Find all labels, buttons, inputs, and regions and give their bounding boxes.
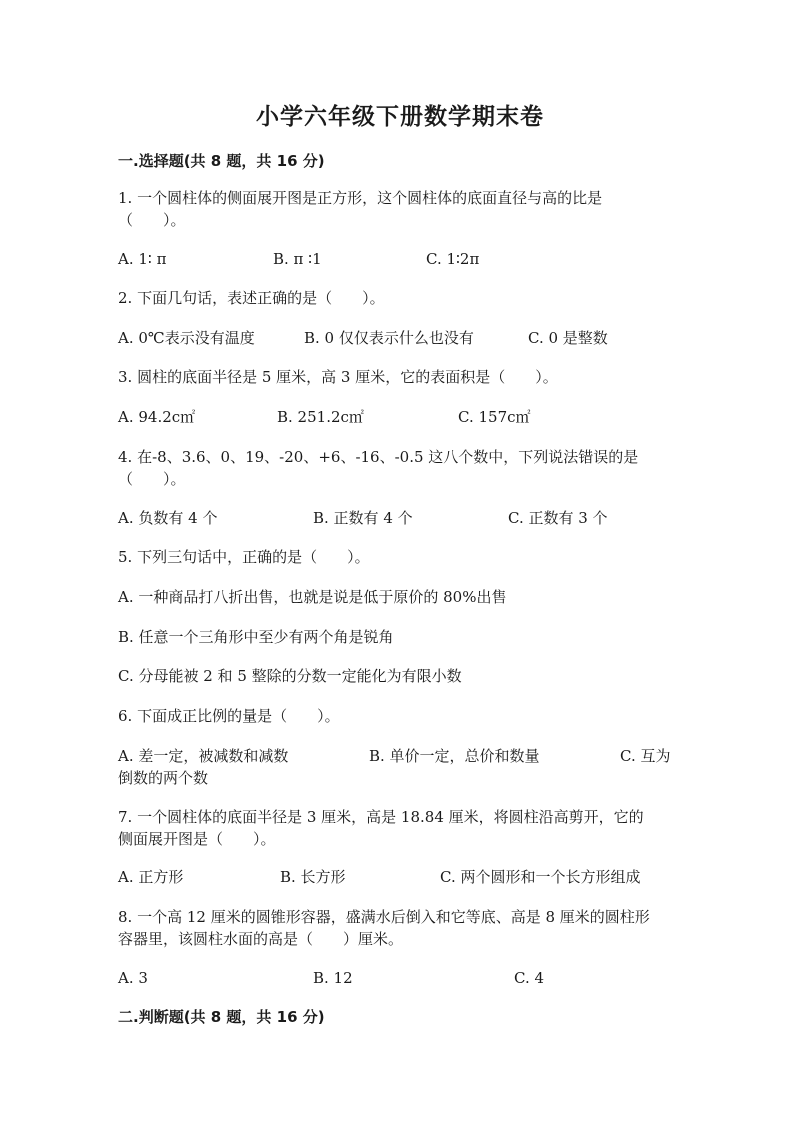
option-a: A. 1∶ π bbox=[118, 250, 167, 268]
question-4 bbox=[118, 446, 678, 490]
question-2 bbox=[118, 287, 678, 309]
option-b: B. 正数有 4 个 bbox=[313, 509, 413, 527]
option-a: A. 94.2c㎡ bbox=[118, 408, 196, 426]
option-b: B. 长方形 bbox=[280, 868, 346, 886]
question-8 bbox=[118, 906, 678, 950]
question-stem-cont: 侧面展开图是（ ）。 bbox=[118, 830, 276, 848]
option-b: B. π ∶1 bbox=[273, 250, 322, 268]
question-3 bbox=[118, 366, 678, 388]
option-c: C. 两个圆形和一个长方形组成 bbox=[440, 868, 641, 886]
option-b: B. 单价一定，总价和数量 bbox=[369, 747, 540, 765]
question-stem: 4. 在-8、3.6、0、19、-20、+6、-16、-0.5 这八个数中，下列说法错误的是 bbox=[118, 448, 639, 466]
option-c: C. 正数有 3 个 bbox=[508, 509, 608, 527]
section-heading-choice: 一.选择题(共 8 题，共 16 分) bbox=[118, 152, 325, 170]
question-stem-cont: （ ）。 bbox=[118, 470, 186, 488]
option-b: B. 0 仅仅表示什么也没有 bbox=[304, 329, 474, 347]
question-stem: 5. 下列三句话中，正确的是（ ）。 bbox=[118, 548, 370, 566]
option-c: C. 分母能被 2 和 5 整除的分数一定能化为有限小数 bbox=[118, 667, 462, 685]
option-c: C. 1∶2π bbox=[426, 250, 480, 268]
question-6 bbox=[118, 705, 678, 727]
option-b: B. 任意一个三角形中至少有两个角是锐角 bbox=[118, 628, 394, 646]
option-c: C. 互为 bbox=[620, 747, 671, 765]
question-stem: 7. 一个圆柱体的底面半径是 3 厘米，高是 18.84 厘米，将圆柱沿高剪开，它的 bbox=[118, 808, 644, 826]
question-stem-cont: （ ）。 bbox=[118, 211, 186, 229]
option-a: A. 3 bbox=[118, 969, 148, 987]
option-c: C. 4 bbox=[514, 969, 545, 987]
option-c-cont: 倒数的两个数 bbox=[118, 769, 209, 787]
option-a: A. 正方形 bbox=[118, 868, 184, 886]
page-title: 小学六年级下册数学期末卷 bbox=[256, 103, 544, 130]
option-a: A. 差一定，被减数和减数 bbox=[118, 747, 289, 765]
option-b: B. 12 bbox=[313, 969, 353, 987]
option-a: A. 负数有 4 个 bbox=[118, 509, 218, 527]
question-stem: 1. 一个圆柱体的侧面展开图是正方形，这个圆柱体的底面直径与高的比是 bbox=[118, 189, 603, 207]
question-stem-cont: 容器里，该圆柱水面的高是（ ）厘米。 bbox=[118, 930, 404, 948]
question-stem: 3. 圆柱的底面半径是 5 厘米，高 3 厘米，它的表面积是（ ）。 bbox=[118, 368, 558, 386]
option-c: C. 157c㎡ bbox=[458, 408, 531, 426]
question-stem: 2. 下面几句话，表述正确的是（ ）。 bbox=[118, 289, 385, 307]
option-c: C. 0 是整数 bbox=[528, 329, 608, 347]
question-stem: 8. 一个高 12 厘米的圆锥形容器，盛满水后倒入和它等底、高是 8 厘米的圆柱形 bbox=[118, 908, 650, 926]
question-1 bbox=[118, 187, 678, 231]
option-b: B. 251.2c㎡ bbox=[277, 408, 364, 426]
option-a: A. 一种商品打八折出售，也就是说是低于原价的 80%出售 bbox=[118, 588, 507, 606]
question-7 bbox=[118, 806, 678, 850]
section-heading-judge: 二.判断题(共 8 题，共 16 分) bbox=[118, 1008, 325, 1026]
question-stem: 6. 下面成正比例的量是（ ）。 bbox=[118, 707, 340, 725]
question-5 bbox=[118, 546, 678, 568]
option-a: A. 0℃表示没有温度 bbox=[118, 329, 255, 347]
